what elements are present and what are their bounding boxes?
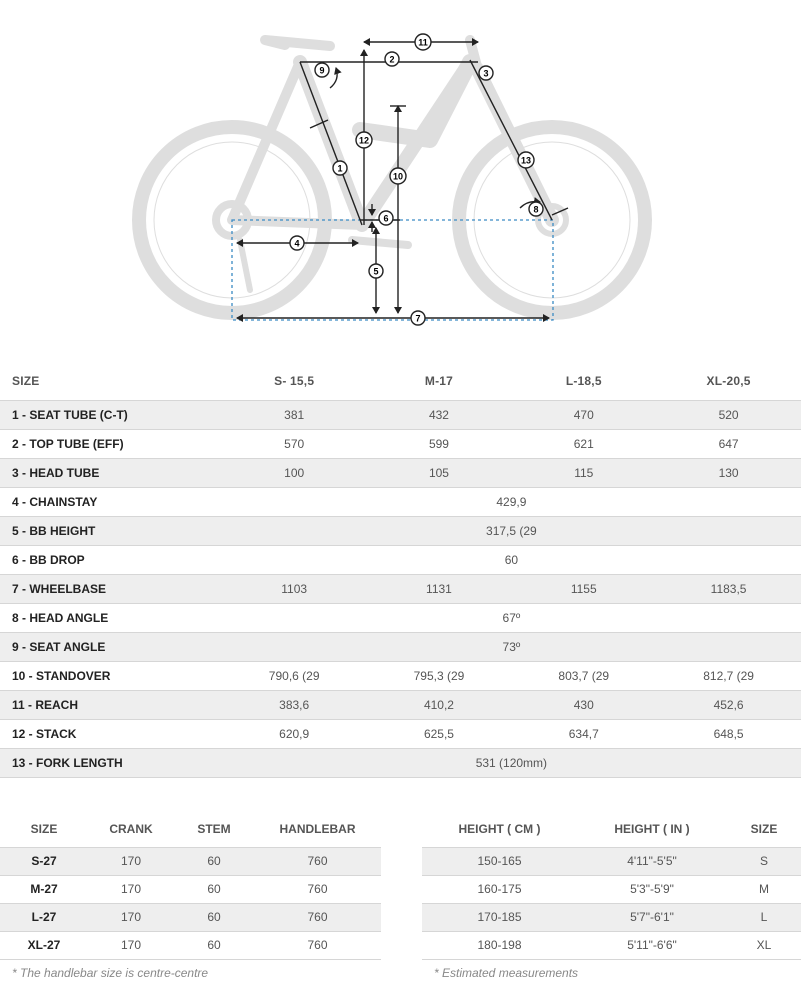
geometry-row-label: 5 - BB HEIGHT bbox=[0, 516, 222, 545]
fit-row bbox=[422, 847, 801, 875]
marker-9 bbox=[315, 63, 329, 77]
components-cell: 60 bbox=[174, 931, 254, 959]
components-cell: 60 bbox=[174, 875, 254, 903]
marker-8 bbox=[529, 202, 543, 216]
geometry-cell: 647 bbox=[656, 429, 801, 458]
components-row bbox=[0, 931, 381, 959]
marker-1 bbox=[333, 161, 347, 175]
geometry-cell: 599 bbox=[367, 429, 512, 458]
components-header-handlebar: HANDLEBAR bbox=[279, 821, 356, 836]
components-cell: 170 bbox=[88, 903, 174, 931]
geometry-header-m: M-17 bbox=[424, 373, 454, 388]
geometry-header-xl: XL-20,5 bbox=[706, 373, 751, 388]
estimate-note: * Estimated measurements bbox=[434, 966, 579, 980]
geometry-row bbox=[0, 400, 801, 429]
marker-12 bbox=[356, 132, 372, 148]
marker-7 bbox=[411, 311, 425, 325]
marker-3 bbox=[479, 66, 493, 80]
geometry-cell-all-sizes: 73º bbox=[222, 632, 801, 661]
geometry-row bbox=[0, 603, 801, 632]
geometry-cell: 381 bbox=[222, 400, 367, 429]
marker-10 bbox=[390, 168, 406, 184]
geometry-cell: 115 bbox=[511, 458, 656, 487]
svg-text:12: 12 bbox=[358, 135, 370, 146]
fit-cell: 150-165 bbox=[422, 847, 577, 875]
fit-row bbox=[422, 903, 801, 931]
geometry-cell: 570 bbox=[222, 429, 367, 458]
geometry-row bbox=[0, 429, 801, 458]
geometry-row-label: 6 - BB DROP bbox=[0, 545, 222, 574]
svg-text:11: 11 bbox=[418, 37, 428, 48]
fit-cell: L bbox=[727, 903, 801, 931]
geometry-cell: 812,7 (29 bbox=[656, 661, 801, 690]
components-cell: 760 bbox=[254, 875, 381, 903]
geometry-row bbox=[0, 690, 801, 719]
components-cell: 170 bbox=[88, 875, 174, 903]
fit-header-height-cm: HEIGHT ( CM ) bbox=[458, 821, 541, 836]
svg-text:10: 10 bbox=[392, 171, 404, 182]
svg-text:6: 6 bbox=[383, 213, 389, 224]
geometry-row-label: 8 - HEAD ANGLE bbox=[0, 603, 222, 632]
geometry-row-label: 3 - HEAD TUBE bbox=[0, 458, 222, 487]
geometry-cell: 1183,5 bbox=[656, 574, 801, 603]
components-row bbox=[0, 903, 381, 931]
bike-geometry-diagram bbox=[0, 0, 801, 345]
fit-cell: 160-175 bbox=[422, 875, 577, 903]
geometry-row bbox=[0, 748, 801, 777]
geometry-header-size: SIZE bbox=[12, 373, 40, 388]
geometry-cell: 790,6 (29 bbox=[222, 661, 367, 690]
geometry-row-label: 9 - SEAT ANGLE bbox=[0, 632, 222, 661]
marker-13 bbox=[518, 152, 534, 168]
geometry-cell: 1155 bbox=[511, 574, 656, 603]
geometry-row-label: 7 - WHEELBASE bbox=[0, 574, 222, 603]
fit-cell: 4'11"-5'5" bbox=[577, 847, 727, 875]
geometry-row bbox=[0, 458, 801, 487]
geometry-cell: 621 bbox=[511, 429, 656, 458]
geometry-row bbox=[0, 516, 801, 545]
components-cell: 170 bbox=[88, 931, 174, 959]
svg-text:7: 7 bbox=[415, 313, 421, 324]
fit-cell: 5'11"-6'6" bbox=[577, 931, 727, 959]
geometry-row bbox=[0, 661, 801, 690]
fit-cell: XL bbox=[727, 931, 801, 959]
geometry-row bbox=[0, 545, 801, 574]
components-cell: 760 bbox=[254, 931, 381, 959]
geometry-row-label: 1 - SEAT TUBE (C-T) bbox=[0, 400, 222, 429]
components-cell: M-27 bbox=[0, 875, 88, 903]
geometry-cell-all-sizes: 60 bbox=[222, 545, 801, 574]
svg-text:9: 9 bbox=[319, 65, 325, 76]
geometry-header-row bbox=[0, 362, 801, 400]
geometry-row-label: 11 - REACH bbox=[0, 690, 222, 719]
geometry-cell: 432 bbox=[367, 400, 512, 429]
geometry-cell: 625,5 bbox=[367, 719, 512, 748]
fit-cell: 5'7"-6'1" bbox=[577, 903, 727, 931]
geometry-cell: 1103 bbox=[222, 574, 367, 603]
marker-5 bbox=[369, 264, 383, 278]
geometry-cell: 620,9 bbox=[222, 719, 367, 748]
geometry-row bbox=[0, 574, 801, 603]
components-cell: 170 bbox=[88, 847, 174, 875]
geometry-cell: 795,3 (29 bbox=[367, 661, 512, 690]
geometry-cell-all-sizes: 67º bbox=[222, 603, 801, 632]
geometry-cell: 803,7 (29 bbox=[511, 661, 656, 690]
geometry-row-label: 13 - FORK LENGTH bbox=[0, 748, 222, 777]
geometry-cell: 634,7 bbox=[511, 719, 656, 748]
components-cell: L-27 bbox=[0, 903, 88, 931]
geometry-cell: 105 bbox=[367, 458, 512, 487]
geometry-row-label: 2 - TOP TUBE (EFF) bbox=[0, 429, 222, 458]
geometry-cell: 100 bbox=[222, 458, 367, 487]
components-cell: 60 bbox=[174, 903, 254, 931]
components-cell: 760 bbox=[254, 847, 381, 875]
geometry-cell: 648,5 bbox=[656, 719, 801, 748]
svg-text:8: 8 bbox=[533, 204, 539, 215]
marker-11 bbox=[415, 34, 431, 50]
components-row bbox=[0, 875, 381, 903]
fit-header-height-in: HEIGHT ( IN ) bbox=[614, 821, 690, 836]
dimension-markers bbox=[290, 34, 543, 325]
fit-cell: 170-185 bbox=[422, 903, 577, 931]
geometry-cell: 1131 bbox=[367, 574, 512, 603]
geometry-cell: 430 bbox=[511, 690, 656, 719]
svg-text:13: 13 bbox=[520, 155, 532, 166]
svg-text:3: 3 bbox=[483, 68, 489, 79]
geometry-header-s: S- 15,5 bbox=[274, 373, 315, 388]
fit-cell: 180-198 bbox=[422, 931, 577, 959]
fit-header-row bbox=[422, 811, 801, 847]
fit-cell: M bbox=[727, 875, 801, 903]
geometry-row-label: 10 - STANDOVER bbox=[0, 661, 222, 690]
geometry-table bbox=[0, 362, 801, 778]
svg-text:5: 5 bbox=[373, 266, 379, 277]
marker-6 bbox=[379, 211, 393, 225]
fit-cell: S bbox=[727, 847, 801, 875]
components-header-row bbox=[0, 811, 381, 847]
geometry-cell-all-sizes: 429,9 bbox=[222, 487, 801, 516]
components-cell: 760 bbox=[254, 903, 381, 931]
components-header-crank: CRANK bbox=[109, 821, 153, 836]
marker-2 bbox=[385, 52, 399, 66]
components-cell: 60 bbox=[174, 847, 254, 875]
svg-text:2: 2 bbox=[389, 54, 395, 65]
geometry-cell: 520 bbox=[656, 400, 801, 429]
fit-table bbox=[422, 811, 801, 960]
fit-header-size: SIZE bbox=[750, 821, 778, 836]
components-cell: XL-27 bbox=[0, 931, 88, 959]
components-table bbox=[0, 811, 381, 960]
fit-row bbox=[422, 875, 801, 903]
components-cell: S-27 bbox=[0, 847, 88, 875]
components-row bbox=[0, 847, 381, 875]
geometry-cell: 452,6 bbox=[656, 690, 801, 719]
geometry-cell: 383,6 bbox=[222, 690, 367, 719]
svg-text:4: 4 bbox=[294, 238, 300, 249]
geometry-cell: 130 bbox=[656, 458, 801, 487]
fit-cell: 5'3"-5'9" bbox=[577, 875, 727, 903]
geometry-row bbox=[0, 719, 801, 748]
geometry-row bbox=[0, 632, 801, 661]
geometry-row bbox=[0, 487, 801, 516]
fit-row bbox=[422, 931, 801, 959]
geometry-row-label: 4 - CHAINSTAY bbox=[0, 487, 222, 516]
svg-text:1: 1 bbox=[337, 163, 343, 174]
geometry-cell-all-sizes: 317,5 (29 bbox=[222, 516, 801, 545]
geometry-header-l: L-18,5 bbox=[565, 373, 602, 388]
geometry-cell: 470 bbox=[511, 400, 656, 429]
marker-4 bbox=[290, 236, 304, 250]
handlebar-note: * The handlebar size is centre-centre bbox=[12, 966, 209, 980]
geometry-cell: 410,2 bbox=[367, 690, 512, 719]
geometry-cell-all-sizes: 531 (120mm) bbox=[222, 748, 801, 777]
components-header-size: SIZE bbox=[30, 821, 58, 836]
geometry-row-label: 12 - STACK bbox=[0, 719, 222, 748]
components-header-stem: STEM bbox=[197, 821, 231, 836]
